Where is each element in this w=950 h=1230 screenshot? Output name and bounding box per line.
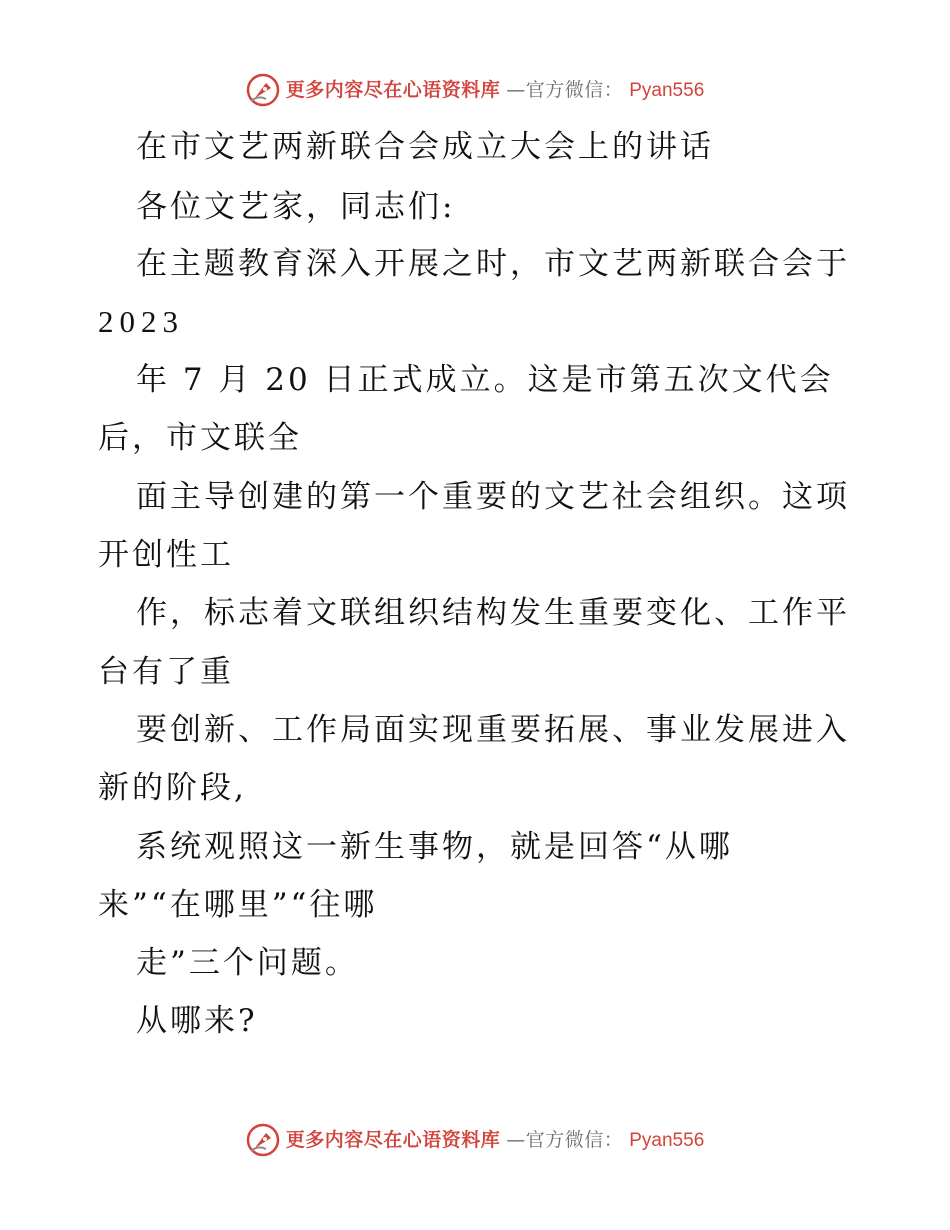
pen-nib-logo-icon bbox=[246, 1123, 280, 1157]
watermark-footer bbox=[0, 1120, 950, 1160]
paragraph-line: 2023 bbox=[98, 304, 184, 339]
paragraph-line: 台有了重 bbox=[98, 654, 234, 690]
paragraph-line: 在主题教育深入开展之时，市文艺两新联合会于 bbox=[136, 246, 850, 282]
watermark-text-label: —官方微信： bbox=[506, 1128, 624, 1151]
document-salutation: 各位文艺家，同志们: bbox=[136, 189, 456, 225]
paragraph-line: 年 7 月 20 日正式成立。这是市第五次文代会 bbox=[136, 362, 834, 398]
paragraph-line: 走”三个问题。 bbox=[136, 945, 359, 981]
paragraph-line: 作，标志着文联组织结构发生重要变化、工作平 bbox=[136, 595, 850, 631]
section-heading: 从哪来? bbox=[136, 1003, 258, 1039]
paragraph-line: 开创性工 bbox=[98, 537, 234, 573]
document-title: 在市文艺两新联合会成立大会上的讲话 bbox=[136, 129, 714, 165]
paragraph-line: 新的阶段, bbox=[98, 770, 247, 806]
watermark-text-main: 更多内容尽在心语资料库 bbox=[285, 78, 501, 101]
watermark-text-id: Pyan556 bbox=[629, 79, 705, 101]
paragraph-line: 来”“在哪里”“往哪 bbox=[98, 887, 378, 923]
paragraph-line: 要创新、工作局面实现重要拓展、事业发展进入 bbox=[136, 712, 850, 748]
watermark-text-label: —官方微信： bbox=[506, 78, 624, 101]
paragraph-line: 后，市文联全 bbox=[98, 420, 302, 456]
watermark-text-id: Pyan556 bbox=[629, 1129, 705, 1151]
watermark-text-main: 更多内容尽在心语资料库 bbox=[285, 1128, 501, 1151]
paragraph-line: 面主导创建的第一个重要的文艺社会组织。这项 bbox=[136, 479, 850, 515]
paragraph-line: 系统观照这一新生事物，就是回答“从哪 bbox=[136, 829, 733, 865]
